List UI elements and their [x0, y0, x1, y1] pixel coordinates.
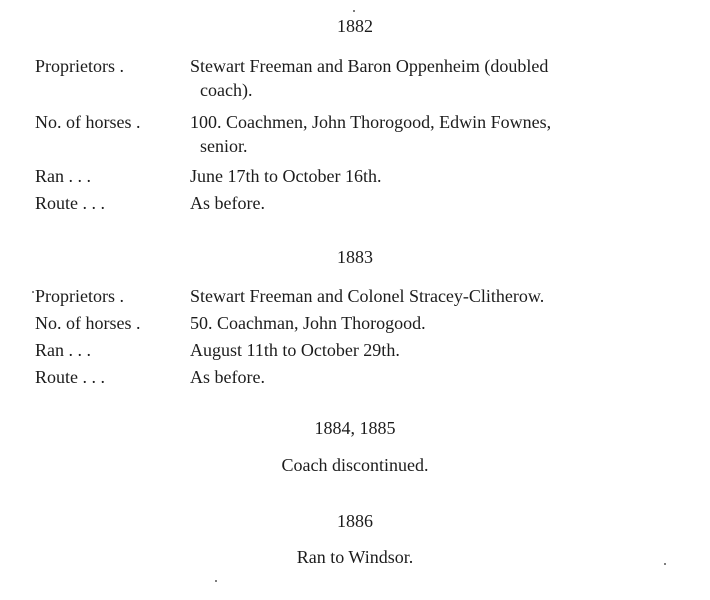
entry-value-line: 100. Coachmen, John Thorogood, Edwin Fownes, [190, 112, 552, 132]
entry-label: Route . . . [35, 367, 105, 387]
entry-label: Route . . . [35, 193, 105, 213]
entry-value-continuation: senior. [200, 136, 248, 156]
section-note-discontinued: Coach discontinued. [281, 455, 429, 475]
entry-value-continuation: coach). [200, 80, 253, 100]
entry-label: Ran . . . [35, 166, 91, 186]
entry-row-ran-1882 [35, 164, 685, 190]
entry-value: June 17th to October 16th. [190, 166, 382, 186]
scan-speck [353, 10, 355, 12]
year-heading-1884-1885: 1884, 1885 [314, 418, 396, 438]
entry-row-horses-1883 [35, 311, 685, 337]
entry-value [190, 54, 685, 102]
entry-value-line: Stewart Freeman and Baron Oppenheim (doubled [190, 56, 549, 76]
scan-speck [215, 580, 217, 582]
entry-value [190, 110, 685, 158]
entry-value: As before. [190, 193, 265, 213]
entry-label: Ran . . . [35, 340, 91, 360]
entry-row-proprietors-1883 [35, 284, 685, 310]
year-heading-1883: 1883 [337, 247, 373, 267]
entry-row-ran-1883 [35, 338, 685, 364]
entry-value: As before. [190, 367, 265, 387]
entry-value: August 11th to October 29th. [190, 340, 400, 360]
entry-label: No. of horses . [35, 313, 141, 333]
scan-speck [664, 563, 666, 565]
entry-row-route-1882 [35, 191, 685, 217]
entry-row-horses-1882 [35, 110, 685, 160]
entry-row-proprietors-1882 [35, 54, 685, 104]
entry-row-route-1883 [35, 365, 685, 391]
entry-value: 50. Coachman, John Thorogood. [190, 313, 426, 333]
entry-label: Proprietors . [35, 56, 124, 76]
entry-value: Stewart Freeman and Colonel Stracey-Clitherow. [190, 286, 545, 306]
scan-speck [32, 291, 34, 293]
entry-label: Proprietors . [35, 286, 124, 306]
year-heading-1882: 1882 [337, 16, 373, 36]
section-note-windsor: Ran to Windsor. [296, 547, 414, 567]
entry-label: No. of horses . [35, 112, 141, 132]
year-heading-1886: 1886 [337, 511, 373, 531]
